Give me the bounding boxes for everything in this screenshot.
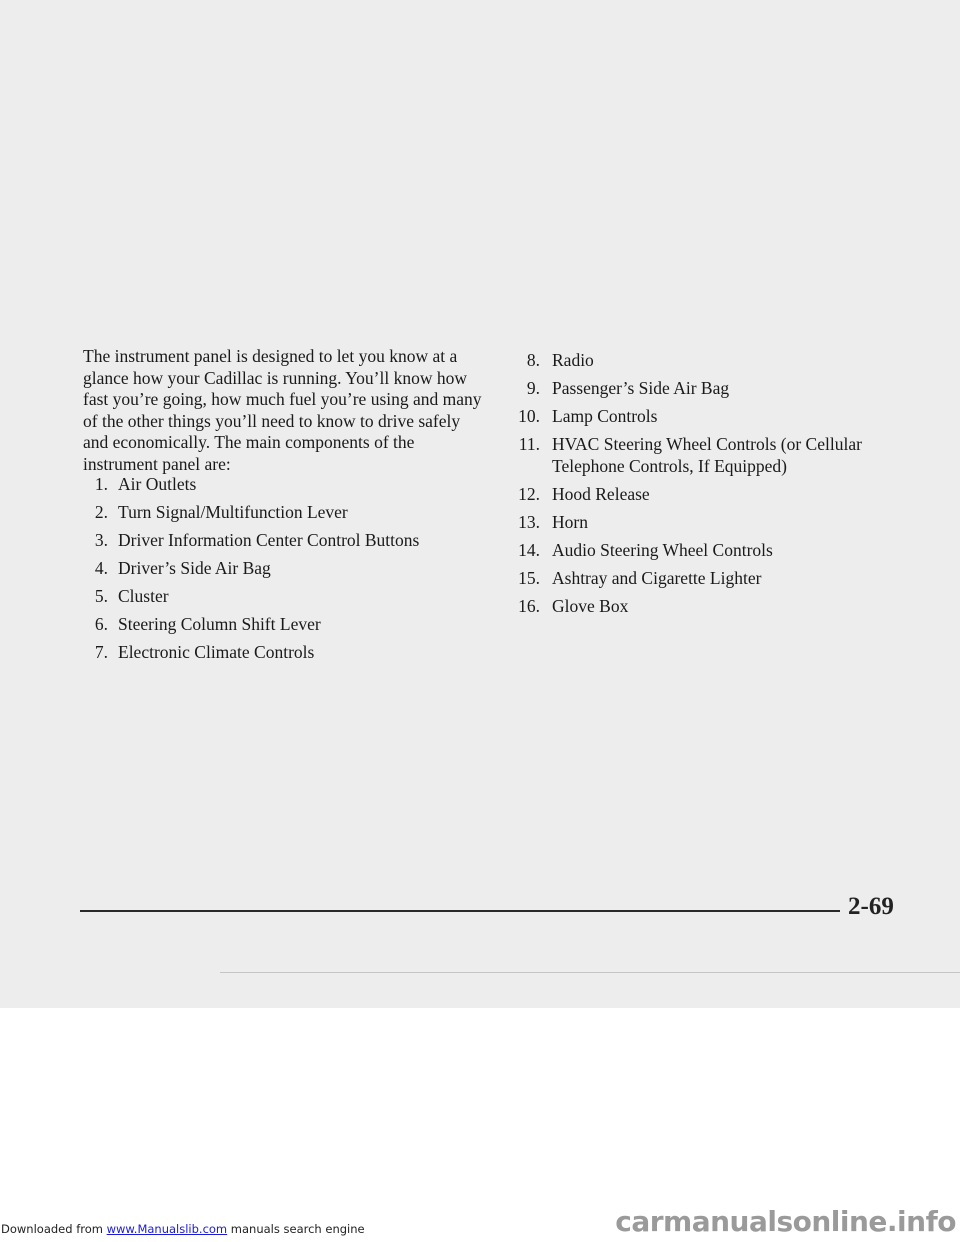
component-list-left — [80, 473, 480, 669]
item-number: 14. — [518, 540, 540, 560]
item-text: Steering Column Shift Lever — [118, 614, 321, 634]
list-item — [500, 349, 920, 371]
attribution-prefix: Downloaded from — [1, 1222, 103, 1236]
item-number: 15. — [518, 568, 540, 588]
intro-paragraph: The instrument panel is designed to let you know at a glance how your Cadillac is running. You’ll know how fast you’re going, how much fuel you’re using and many of the other things you’ll need to know to drive safely and economically. The main components of the instrument panel are: — [83, 346, 482, 474]
download-attribution — [1, 1222, 365, 1236]
item-number: 5. — [94, 586, 108, 606]
list-item — [500, 433, 920, 477]
list-item — [500, 377, 920, 399]
item-text: Glove Box — [552, 596, 629, 616]
watermark-logo: carmanualsonline.info — [615, 1205, 956, 1238]
item-number: 1. — [94, 474, 108, 494]
item-number: 10. — [518, 406, 540, 426]
list-item — [80, 473, 480, 495]
item-text: Electronic Climate Controls — [118, 642, 315, 662]
list-item — [500, 483, 920, 505]
item-text: Air Outlets — [118, 474, 197, 494]
scan-edge-line — [220, 972, 960, 973]
item-text: Turn Signal/Multifunction Lever — [118, 502, 348, 522]
item-text: Passenger’s Side Air Bag — [552, 378, 730, 398]
list-item — [500, 539, 920, 561]
item-text: Ashtray and Cigarette Lighter — [552, 568, 762, 588]
item-text: Audio Steering Wheel Controls — [552, 540, 773, 560]
list-item — [500, 511, 920, 533]
item-text: Driver Information Center Control Buttons — [118, 530, 420, 550]
list-item — [500, 567, 920, 589]
list-item — [80, 557, 480, 579]
component-list-right — [500, 349, 920, 623]
item-text: Radio — [552, 350, 594, 370]
item-number: 7. — [94, 642, 108, 662]
item-text: HVAC Steering Wheel Controls (or Cellular Telephone Controls, If Equipped) — [552, 434, 862, 476]
item-number: 6. — [94, 614, 108, 634]
attribution-suffix: manuals search engine — [230, 1222, 365, 1236]
item-number: 4. — [94, 558, 108, 578]
item-number: 16. — [518, 596, 540, 616]
item-number: 2. — [94, 502, 108, 522]
manualslib-link[interactable]: www.Manualslib.com — [106, 1222, 228, 1236]
item-number: 9. — [526, 378, 540, 398]
list-item — [80, 613, 480, 635]
footer-divider — [80, 910, 840, 912]
page-number: 2-69 — [848, 893, 894, 920]
list-item — [80, 529, 480, 551]
list-item — [500, 595, 920, 617]
item-number: 13. — [518, 512, 540, 532]
list-item — [80, 585, 480, 607]
list-item — [500, 405, 920, 427]
item-text: Driver’s Side Air Bag — [118, 558, 271, 578]
list-item — [80, 641, 480, 663]
item-text: Hood Release — [552, 484, 650, 504]
item-number: 11. — [518, 434, 540, 454]
item-text: Lamp Controls — [552, 406, 658, 426]
item-number: 3. — [94, 530, 108, 550]
item-number: 8. — [526, 350, 540, 370]
list-item — [80, 501, 480, 523]
item-text: Cluster — [118, 586, 169, 606]
item-text: Horn — [552, 512, 588, 532]
item-number: 12. — [518, 484, 540, 504]
